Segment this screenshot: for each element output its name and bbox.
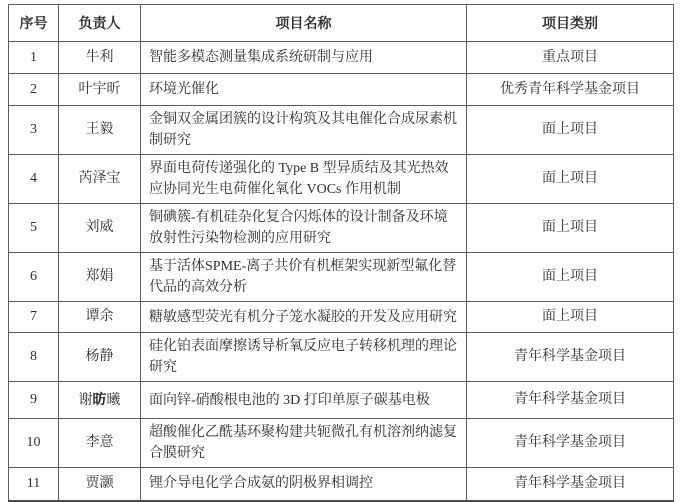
cell-project: 超酸催化乙酰基环聚构建共轭微孔有机溶剂纳滤复合膜研究 bbox=[141, 419, 467, 468]
cell-category: 面上项目 bbox=[467, 204, 674, 253]
cell-project: 界面电荷传递强化的 Type B 型异质结及其光热效应协同光生电荷催化氧化 VOCs 作用机制 bbox=[141, 155, 467, 204]
cell-person: 刘威 bbox=[59, 204, 141, 253]
cell-project: 金铜双金属团簇的设计构筑及其电催化合成尿素机制研究 bbox=[141, 106, 467, 155]
table-row bbox=[9, 106, 674, 155]
cell-project: 糖敏感型荧光有机分子笼水凝胶的开发及应用研究 bbox=[141, 302, 467, 333]
cell-category: 青年科学基金项目 bbox=[467, 419, 674, 468]
cell-person: 谭余 bbox=[59, 302, 141, 333]
table-row bbox=[9, 419, 674, 468]
cell-project: 锂介导电化学合成氨的阴极界相调控 bbox=[141, 468, 467, 501]
table-row bbox=[9, 42, 674, 74]
cell-project: 铜碘簇-有机硅杂化复合闪烁体的设计制备及环境放射性污染物检测的应用研究 bbox=[141, 204, 467, 253]
person-name-part: 谢 bbox=[78, 393, 93, 408]
cell-person: 贾灏 bbox=[59, 468, 141, 501]
cell-project: 硅化铂表面摩擦诱导析氧反应电子转移机理的理论研究 bbox=[141, 333, 467, 382]
person-name-part: 曦 bbox=[106, 393, 121, 408]
cell-serial: 4 bbox=[9, 155, 59, 204]
table-row bbox=[9, 333, 674, 382]
cell-person: 杨静 bbox=[59, 333, 141, 382]
cell-serial: 7 bbox=[9, 302, 59, 333]
document-sheet bbox=[8, 4, 673, 502]
cell-person: 王毅 bbox=[59, 106, 141, 155]
table-row bbox=[9, 74, 674, 106]
cell-serial: 5 bbox=[9, 204, 59, 253]
table-row bbox=[9, 253, 674, 302]
cell-category: 重点项目 bbox=[467, 42, 674, 74]
cell-serial: 3 bbox=[9, 106, 59, 155]
cell-person: 叶宇昕 bbox=[59, 74, 141, 106]
table-row bbox=[9, 302, 674, 333]
cell-person: 牛利 bbox=[59, 42, 141, 74]
cell-serial: 9 bbox=[9, 382, 59, 419]
cell-category: 优秀青年科学基金项目 bbox=[467, 74, 674, 106]
cell-project: 环境光催化 bbox=[141, 74, 467, 106]
cell-person: 郑娟 bbox=[59, 253, 141, 302]
header-category: 项目类别 bbox=[467, 5, 674, 42]
table-row bbox=[9, 468, 674, 501]
projects-table bbox=[8, 4, 674, 502]
table-row bbox=[9, 382, 674, 419]
person-name-part-fallback: 昉 bbox=[92, 391, 107, 407]
cell-category: 面上项目 bbox=[467, 253, 674, 302]
table-row bbox=[9, 155, 674, 204]
cell-category: 面上项目 bbox=[467, 302, 674, 333]
cell-person: 李意 bbox=[59, 419, 141, 468]
cell-category: 青年科学基金项目 bbox=[467, 468, 674, 501]
cell-project: 智能多模态测量集成系统研制与应用 bbox=[141, 42, 467, 74]
header-serial: 序号 bbox=[9, 5, 59, 42]
cell-category: 青年科学基金项目 bbox=[467, 382, 674, 419]
cell-serial: 2 bbox=[9, 74, 59, 106]
header-project: 项目名称 bbox=[141, 5, 467, 42]
header-row bbox=[9, 5, 674, 42]
cell-serial: 6 bbox=[9, 253, 59, 302]
cell-category: 青年科学基金项目 bbox=[467, 333, 674, 382]
header-person: 负责人 bbox=[59, 5, 141, 42]
cell-serial: 8 bbox=[9, 333, 59, 382]
table-row bbox=[9, 204, 674, 253]
cell-serial: 10 bbox=[9, 419, 59, 468]
cell-category: 面上项目 bbox=[467, 106, 674, 155]
cell-person bbox=[59, 382, 141, 419]
cell-category: 面上项目 bbox=[467, 155, 674, 204]
cell-person: 芮泽宝 bbox=[59, 155, 141, 204]
cell-project: 面向锌-硝酸根电池的 3D 打印单原子碳基电极 bbox=[141, 382, 467, 419]
cell-serial: 11 bbox=[9, 468, 59, 501]
cell-serial: 1 bbox=[9, 42, 59, 74]
cell-project: 基于活体SPME-离子共价有机框架实现新型氟化替代品的高效分析 bbox=[141, 253, 467, 302]
